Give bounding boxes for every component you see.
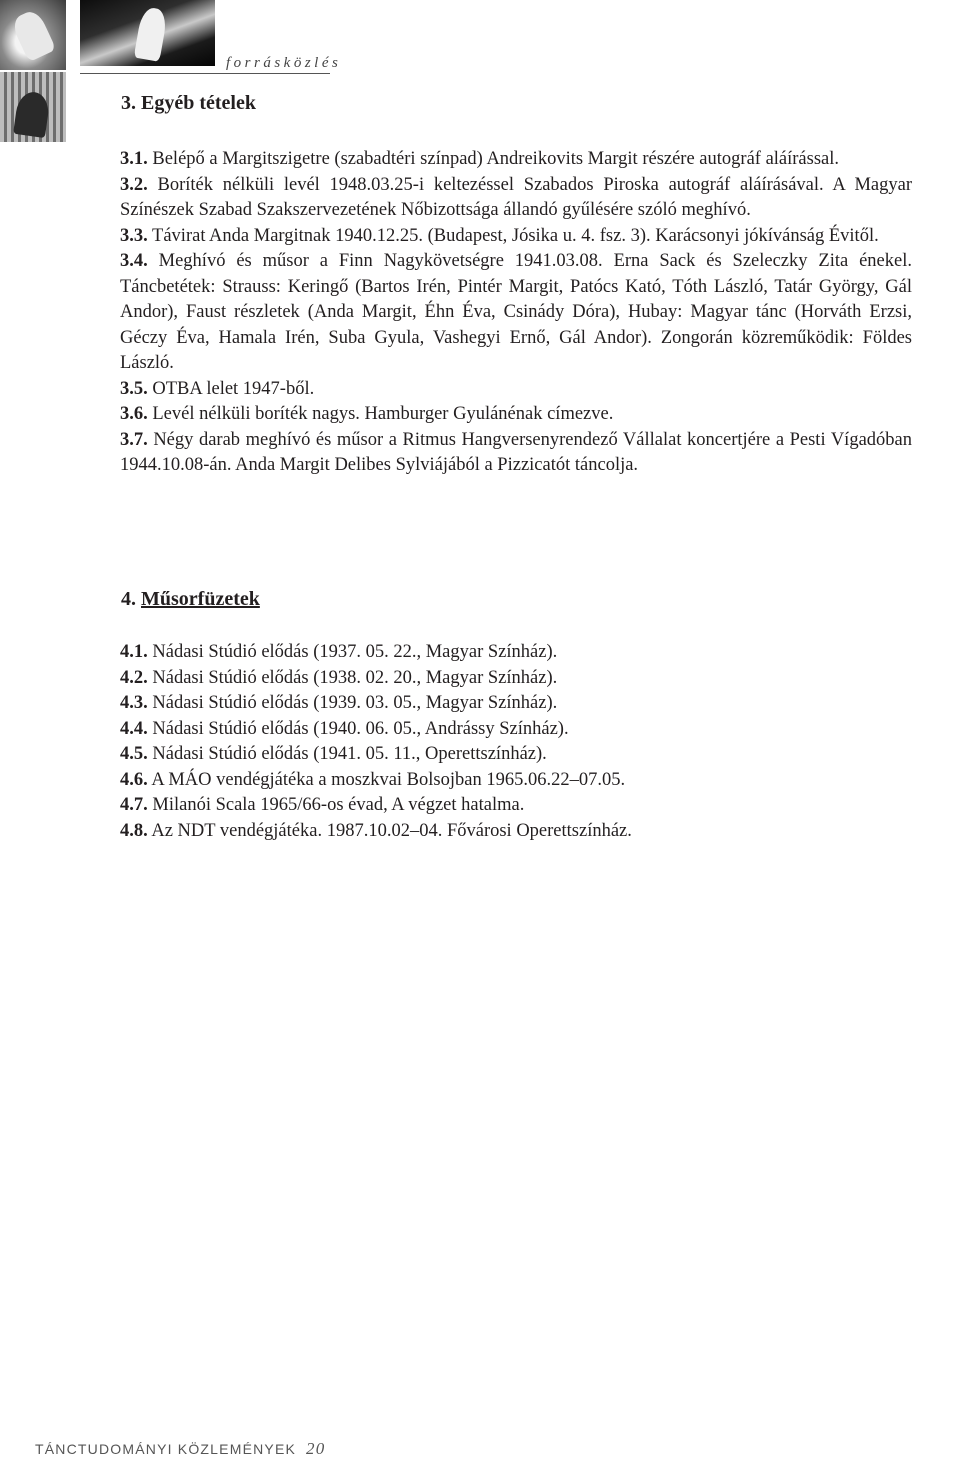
list-item: 4.8. Az NDT vendégjátéka. 1987.10.02–04. Fővárosi Operettszínház.	[120, 820, 632, 841]
page-number: 20	[306, 1439, 326, 1458]
section-tag: forrásközlés	[226, 55, 342, 71]
section-3-list	[120, 147, 912, 479]
section-4-list	[120, 640, 912, 844]
dancer-photo-1	[0, 0, 66, 70]
list-item: 4.6. A MÁO vendégjátéka a moszkvai Bolsojban 1965.06.22–07.05.	[120, 769, 626, 790]
list-item: 3.6. Levél nélküli boríték nagys. Hamburger Gyulánénak címezve.	[120, 404, 614, 424]
list-item: 3.2. Boríték nélküli levél 1948.03.25-i keltezéssel Szabados Piroska autográf aláírásával. A Magyar Színészek Szabad Szakszervezetének Nőbizottsága állandó gyűlésére szóló meghívó.	[120, 174, 912, 220]
section-4-heading: 4. Műsorfüzetek	[121, 588, 260, 610]
list-item: 3.7. Négy darab meghívó és műsor a Ritmus Hangversenyrendező Vállalat koncertjére a Pesti Vígadóban 1944.10.08-án. Anda Margit Delibes Sylviájából a Pizzicatót táncolja.	[120, 429, 912, 475]
section-3-heading: 3. Egyéb tételek	[121, 92, 256, 114]
list-item: 4.4. Nádasi Stúdió elődás (1940. 06. 05., Andrássy Színház).	[120, 718, 569, 739]
list-item: 4.1. Nádasi Stúdió elődás (1937. 05. 22., Magyar Színház).	[120, 642, 558, 662]
list-item: 3.4. Meghívó és műsor a Finn Nagykövetségre 1941.03.08. Erna Sack és Szeleczky Zita énekel. Táncbetétek: Strauss: Keringő (Bartos Irén, Pintér Margit, Patócs Kató, Tóth László, Tatár György, Gál Andor), Faust részletek (Anda Margit, Éhn Éva, Csinády Dóra), Hubay: Magyar tánc (Horváth Erzsi, Géczy Éva, Hamala Irén, Suba Gyula, Vashegyi Ernő, Gál Andor). Zongorán közreműködik: Földes László.	[120, 251, 912, 373]
list-item: 3.3. Távirat Anda Margitnak 1940.12.25. (Budapest, Jósika u. 4. fsz. 3). Karácsonyi jókívánság Évitől.	[120, 225, 879, 246]
page-footer	[35, 1439, 325, 1459]
journal-name: TÁNCTUDOMÁNYI KÖZLEMÉNYEK	[35, 1441, 297, 1457]
list-item: 4.2. Nádasi Stúdió elődás (1938. 02. 20., Magyar Színház).	[120, 667, 558, 688]
list-item: 4.7. Milanói Scala 1965/66-os évad, A végzet hatalma.	[120, 795, 525, 815]
list-item: 4.3. Nádasi Stúdió elődás (1939. 03. 05., Magyar Színház).	[120, 693, 558, 713]
dancer-photo-3	[0, 72, 66, 142]
dancer-photo-2	[80, 0, 215, 66]
list-item: 3.5. OTBA lelet 1947-ből.	[120, 378, 315, 399]
list-item: 4.5. Nádasi Stúdió elődás (1941. 05. 11., Operettszínház).	[120, 744, 547, 764]
list-item: 3.1. Belépő a Margitszigetre (szabadtéri színpad) Andreikovits Margit részére autográf aláírással.	[120, 149, 840, 169]
header-rule	[80, 73, 330, 74]
